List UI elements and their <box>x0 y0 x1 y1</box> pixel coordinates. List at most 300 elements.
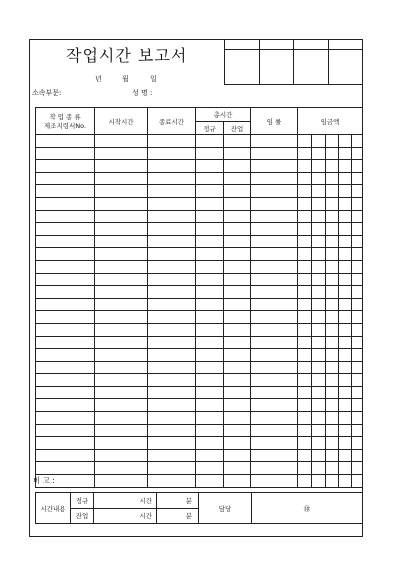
entry-cell[interactable] <box>251 210 298 223</box>
entry-cell[interactable] <box>326 172 339 185</box>
entry-cell[interactable] <box>224 210 251 223</box>
entry-cell[interactable] <box>352 349 363 362</box>
entry-cell[interactable] <box>36 349 95 362</box>
entry-cell[interactable] <box>312 437 326 450</box>
entry-cell[interactable] <box>251 336 298 349</box>
entry-cell[interactable] <box>352 147 363 160</box>
entry-cell[interactable] <box>148 298 196 311</box>
entry-cell[interactable] <box>312 172 326 185</box>
entry-cell[interactable] <box>95 475 148 488</box>
entry-cell[interactable] <box>148 185 196 198</box>
entry-cell[interactable] <box>95 286 148 299</box>
entry-cell[interactable] <box>352 462 363 475</box>
entry-cell[interactable] <box>95 386 148 399</box>
entry-cell[interactable] <box>224 311 251 324</box>
entry-cell[interactable] <box>224 248 251 261</box>
entry-cell[interactable] <box>224 361 251 374</box>
entry-cell[interactable] <box>224 462 251 475</box>
entry-cell[interactable] <box>148 412 196 425</box>
entry-cell[interactable] <box>352 449 363 462</box>
entry-cell[interactable] <box>95 298 148 311</box>
entry-cell[interactable] <box>196 172 224 185</box>
entry-cell[interactable] <box>196 160 224 173</box>
entry-cell[interactable] <box>326 135 339 148</box>
entry-cell[interactable] <box>251 185 298 198</box>
entry-cell[interactable] <box>36 323 95 336</box>
entry-cell[interactable] <box>298 260 312 273</box>
entry-cell[interactable] <box>339 197 352 210</box>
entry-cell[interactable] <box>36 374 95 387</box>
entry-cell[interactable] <box>36 412 95 425</box>
entry-cell[interactable] <box>148 172 196 185</box>
entry-cell[interactable] <box>148 248 196 261</box>
entry-cell[interactable] <box>224 147 251 160</box>
entry-cell[interactable] <box>36 311 95 324</box>
entry-cell[interactable] <box>339 336 352 349</box>
entry-cell[interactable] <box>339 311 352 324</box>
entry-cell[interactable] <box>326 424 339 437</box>
entry-cell[interactable] <box>36 160 95 173</box>
entry-cell[interactable] <box>224 449 251 462</box>
entry-cell[interactable] <box>298 462 312 475</box>
entry-cell[interactable] <box>339 210 352 223</box>
entry-cell[interactable] <box>326 260 339 273</box>
entry-cell[interactable] <box>148 147 196 160</box>
entry-cell[interactable] <box>326 210 339 223</box>
entry-cell[interactable] <box>298 248 312 261</box>
entry-cell[interactable] <box>196 336 224 349</box>
entry-cell[interactable] <box>339 298 352 311</box>
entry-cell[interactable] <box>339 260 352 273</box>
entry-cell[interactable] <box>95 147 148 160</box>
entry-cell[interactable] <box>148 197 196 210</box>
entry-cell[interactable] <box>148 135 196 148</box>
entry-cell[interactable] <box>224 273 251 286</box>
entry-cell[interactable] <box>312 399 326 412</box>
entry-cell[interactable] <box>298 235 312 248</box>
entry-cell[interactable] <box>95 223 148 236</box>
entry-cell[interactable] <box>312 311 326 324</box>
entry-cell[interactable] <box>148 349 196 362</box>
entry-cell[interactable] <box>36 197 95 210</box>
entry-cell[interactable] <box>148 260 196 273</box>
entry-cell[interactable] <box>95 437 148 450</box>
entry-cell[interactable] <box>312 323 326 336</box>
entry-cell[interactable] <box>196 361 224 374</box>
entry-cell[interactable] <box>196 399 224 412</box>
entry-cell[interactable] <box>148 160 196 173</box>
entry-cell[interactable] <box>312 135 326 148</box>
entry-cell[interactable] <box>352 361 363 374</box>
entry-cell[interactable] <box>251 462 298 475</box>
entry-cell[interactable] <box>326 475 339 488</box>
entry-cell[interactable] <box>196 260 224 273</box>
entry-cell[interactable] <box>326 197 339 210</box>
entry-cell[interactable] <box>326 462 339 475</box>
entry-cell[interactable] <box>251 273 298 286</box>
entry-cell[interactable] <box>36 437 95 450</box>
entry-cell[interactable] <box>326 235 339 248</box>
entry-cell[interactable] <box>326 374 339 387</box>
entry-cell[interactable] <box>224 475 251 488</box>
entry-cell[interactable] <box>312 412 326 425</box>
entry-cell[interactable] <box>95 197 148 210</box>
entry-cell[interactable] <box>36 286 95 299</box>
entry-cell[interactable] <box>312 449 326 462</box>
entry-cell[interactable] <box>352 248 363 261</box>
entry-cell[interactable] <box>352 135 363 148</box>
entry-cell[interactable] <box>298 399 312 412</box>
entry-cell[interactable] <box>312 336 326 349</box>
entry-cell[interactable] <box>36 298 95 311</box>
entry-cell[interactable] <box>298 412 312 425</box>
entry-cell[interactable] <box>352 386 363 399</box>
entry-cell[interactable] <box>312 475 326 488</box>
entry-cell[interactable] <box>352 185 363 198</box>
entry-cell[interactable] <box>36 273 95 286</box>
entry-cell[interactable] <box>352 311 363 324</box>
entry-cell[interactable] <box>352 172 363 185</box>
entry-cell[interactable] <box>196 197 224 210</box>
entry-cell[interactable] <box>251 424 298 437</box>
entry-cell[interactable] <box>95 311 148 324</box>
entry-cell[interactable] <box>148 399 196 412</box>
entry-cell[interactable] <box>326 386 339 399</box>
entry-cell[interactable] <box>352 399 363 412</box>
entry-cell[interactable] <box>224 260 251 273</box>
entry-cell[interactable] <box>352 336 363 349</box>
entry-cell[interactable] <box>251 311 298 324</box>
entry-cell[interactable] <box>339 399 352 412</box>
entry-cell[interactable] <box>339 160 352 173</box>
entry-cell[interactable] <box>352 412 363 425</box>
entry-cell[interactable] <box>224 298 251 311</box>
entry-cell[interactable] <box>224 424 251 437</box>
entry-cell[interactable] <box>352 197 363 210</box>
entry-cell[interactable] <box>224 349 251 362</box>
entry-cell[interactable] <box>224 223 251 236</box>
entry-cell[interactable] <box>196 349 224 362</box>
entry-cell[interactable] <box>196 185 224 198</box>
entry-cell[interactable] <box>251 412 298 425</box>
entry-cell[interactable] <box>224 235 251 248</box>
entry-cell[interactable] <box>95 135 148 148</box>
entry-cell[interactable] <box>339 386 352 399</box>
entry-cell[interactable] <box>36 361 95 374</box>
entry-cell[interactable] <box>312 462 326 475</box>
entry-cell[interactable] <box>36 336 95 349</box>
entry-cell[interactable] <box>251 475 298 488</box>
entry-cell[interactable] <box>339 147 352 160</box>
entry-cell[interactable] <box>95 424 148 437</box>
entry-cell[interactable] <box>148 449 196 462</box>
entry-cell[interactable] <box>298 185 312 198</box>
entry-cell[interactable] <box>251 449 298 462</box>
entry-cell[interactable] <box>95 449 148 462</box>
entry-cell[interactable] <box>326 147 339 160</box>
entry-cell[interactable] <box>148 374 196 387</box>
entry-cell[interactable] <box>352 210 363 223</box>
entry-cell[interactable] <box>352 160 363 173</box>
entry-cell[interactable] <box>251 386 298 399</box>
entry-cell[interactable] <box>224 185 251 198</box>
entry-cell[interactable] <box>36 248 95 261</box>
entry-cell[interactable] <box>224 160 251 173</box>
entry-cell[interactable] <box>95 260 148 273</box>
entry-cell[interactable] <box>298 361 312 374</box>
entry-cell[interactable] <box>196 386 224 399</box>
entry-cell[interactable] <box>326 286 339 299</box>
entry-cell[interactable] <box>339 437 352 450</box>
entry-cell[interactable] <box>148 323 196 336</box>
entry-cell[interactable] <box>326 336 339 349</box>
entry-cell[interactable] <box>298 349 312 362</box>
entry-cell[interactable] <box>196 147 224 160</box>
entry-cell[interactable] <box>352 273 363 286</box>
entry-cell[interactable] <box>148 311 196 324</box>
entry-cell[interactable] <box>298 386 312 399</box>
entry-cell[interactable] <box>312 424 326 437</box>
entry-cell[interactable] <box>312 286 326 299</box>
entry-cell[interactable] <box>339 172 352 185</box>
entry-cell[interactable] <box>339 223 352 236</box>
entry-cell[interactable] <box>95 235 148 248</box>
entry-cell[interactable] <box>312 185 326 198</box>
entry-cell[interactable] <box>224 437 251 450</box>
entry-cell[interactable] <box>148 462 196 475</box>
entry-cell[interactable] <box>312 248 326 261</box>
entry-cell[interactable] <box>196 248 224 261</box>
entry-cell[interactable] <box>312 361 326 374</box>
entry-cell[interactable] <box>95 323 148 336</box>
entry-cell[interactable] <box>251 374 298 387</box>
entry-cell[interactable] <box>95 185 148 198</box>
entry-cell[interactable] <box>196 235 224 248</box>
entry-cell[interactable] <box>148 286 196 299</box>
entry-cell[interactable] <box>326 349 339 362</box>
entry-cell[interactable] <box>352 260 363 273</box>
entry-cell[interactable] <box>196 273 224 286</box>
entry-cell[interactable] <box>224 197 251 210</box>
entry-cell[interactable] <box>224 135 251 148</box>
entry-cell[interactable] <box>312 235 326 248</box>
entry-cell[interactable] <box>95 399 148 412</box>
entry-cell[interactable] <box>352 424 363 437</box>
entry-cell[interactable] <box>298 323 312 336</box>
entry-cell[interactable] <box>95 361 148 374</box>
entry-cell[interactable] <box>148 437 196 450</box>
entry-cell[interactable] <box>36 185 95 198</box>
entry-cell[interactable] <box>339 475 352 488</box>
entry-cell[interactable] <box>251 298 298 311</box>
entry-cell[interactable] <box>352 437 363 450</box>
entry-cell[interactable] <box>298 160 312 173</box>
entry-cell[interactable] <box>339 273 352 286</box>
entry-cell[interactable] <box>352 323 363 336</box>
entry-cell[interactable] <box>298 273 312 286</box>
entry-cell[interactable] <box>326 437 339 450</box>
entry-cell[interactable] <box>339 374 352 387</box>
entry-cell[interactable] <box>196 462 224 475</box>
entry-cell[interactable] <box>148 424 196 437</box>
entry-cell[interactable] <box>312 197 326 210</box>
entry-cell[interactable] <box>36 147 95 160</box>
entry-cell[interactable] <box>251 323 298 336</box>
entry-cell[interactable] <box>251 248 298 261</box>
entry-cell[interactable] <box>312 147 326 160</box>
entry-cell[interactable] <box>339 323 352 336</box>
entry-cell[interactable] <box>298 298 312 311</box>
entry-cell[interactable] <box>326 399 339 412</box>
entry-cell[interactable] <box>339 185 352 198</box>
entry-cell[interactable] <box>224 412 251 425</box>
entry-cell[interactable] <box>326 361 339 374</box>
entry-cell[interactable] <box>298 197 312 210</box>
entry-cell[interactable] <box>251 223 298 236</box>
entry-cell[interactable] <box>196 424 224 437</box>
entry-cell[interactable] <box>196 286 224 299</box>
entry-cell[interactable] <box>224 386 251 399</box>
entry-cell[interactable] <box>326 223 339 236</box>
entry-cell[interactable] <box>148 475 196 488</box>
entry-cell[interactable] <box>352 374 363 387</box>
entry-cell[interactable] <box>95 462 148 475</box>
entry-cell[interactable] <box>298 223 312 236</box>
entry-cell[interactable] <box>312 374 326 387</box>
entry-cell[interactable] <box>196 223 224 236</box>
entry-cell[interactable] <box>224 399 251 412</box>
entry-cell[interactable] <box>298 475 312 488</box>
entry-cell[interactable] <box>36 260 95 273</box>
entry-cell[interactable] <box>339 349 352 362</box>
entry-cell[interactable] <box>224 374 251 387</box>
entry-cell[interactable] <box>251 399 298 412</box>
entry-cell[interactable] <box>196 298 224 311</box>
entry-cell[interactable] <box>196 210 224 223</box>
entry-cell[interactable] <box>95 160 148 173</box>
entry-cell[interactable] <box>352 298 363 311</box>
entry-cell[interactable] <box>326 185 339 198</box>
entry-cell[interactable] <box>196 374 224 387</box>
entry-cell[interactable] <box>298 424 312 437</box>
entry-cell[interactable] <box>326 311 339 324</box>
entry-cell[interactable] <box>36 449 95 462</box>
entry-cell[interactable] <box>312 349 326 362</box>
entry-cell[interactable] <box>148 336 196 349</box>
entry-cell[interactable] <box>36 235 95 248</box>
entry-cell[interactable] <box>36 135 95 148</box>
entry-cell[interactable] <box>352 235 363 248</box>
entry-cell[interactable] <box>95 374 148 387</box>
entry-cell[interactable] <box>251 437 298 450</box>
entry-cell[interactable] <box>352 223 363 236</box>
entry-cell[interactable] <box>251 147 298 160</box>
entry-cell[interactable] <box>196 323 224 336</box>
entry-cell[interactable] <box>312 298 326 311</box>
entry-cell[interactable] <box>298 172 312 185</box>
entry-cell[interactable] <box>298 210 312 223</box>
entry-cell[interactable] <box>326 298 339 311</box>
entry-cell[interactable] <box>298 336 312 349</box>
entry-cell[interactable] <box>339 424 352 437</box>
entry-cell[interactable] <box>298 437 312 450</box>
entry-cell[interactable] <box>312 160 326 173</box>
entry-cell[interactable] <box>148 210 196 223</box>
entry-cell[interactable] <box>95 336 148 349</box>
entry-cell[interactable] <box>36 462 95 475</box>
entry-cell[interactable] <box>95 172 148 185</box>
entry-cell[interactable] <box>251 361 298 374</box>
entry-cell[interactable] <box>312 260 326 273</box>
entry-cell[interactable] <box>36 399 95 412</box>
entry-cell[interactable] <box>326 412 339 425</box>
entry-cell[interactable] <box>339 412 352 425</box>
entry-cell[interactable] <box>251 235 298 248</box>
entry-cell[interactable] <box>148 273 196 286</box>
entry-cell[interactable] <box>196 311 224 324</box>
entry-cell[interactable] <box>298 286 312 299</box>
entry-cell[interactable] <box>148 235 196 248</box>
entry-cell[interactable] <box>251 172 298 185</box>
entry-cell[interactable] <box>36 424 95 437</box>
entry-cell[interactable] <box>339 361 352 374</box>
entry-cell[interactable] <box>251 197 298 210</box>
entry-cell[interactable] <box>196 412 224 425</box>
entry-cell[interactable] <box>251 349 298 362</box>
entry-cell[interactable] <box>95 210 148 223</box>
entry-cell[interactable] <box>339 235 352 248</box>
entry-cell[interactable] <box>298 147 312 160</box>
entry-cell[interactable] <box>352 475 363 488</box>
entry-cell[interactable] <box>326 273 339 286</box>
entry-cell[interactable] <box>326 160 339 173</box>
entry-cell[interactable] <box>326 323 339 336</box>
entry-cell[interactable] <box>339 248 352 261</box>
entry-cell[interactable] <box>312 223 326 236</box>
entry-cell[interactable] <box>148 223 196 236</box>
entry-cell[interactable] <box>339 462 352 475</box>
entry-cell[interactable] <box>148 361 196 374</box>
entry-cell[interactable] <box>251 135 298 148</box>
entry-cell[interactable] <box>298 311 312 324</box>
entry-cell[interactable] <box>312 273 326 286</box>
entry-cell[interactable] <box>196 475 224 488</box>
entry-cell[interactable] <box>224 286 251 299</box>
entry-cell[interactable] <box>339 286 352 299</box>
entry-cell[interactable] <box>95 248 148 261</box>
entry-cell[interactable] <box>298 135 312 148</box>
entry-cell[interactable] <box>339 135 352 148</box>
entry-cell[interactable] <box>196 135 224 148</box>
entry-cell[interactable] <box>339 449 352 462</box>
entry-cell[interactable] <box>36 172 95 185</box>
entry-cell[interactable] <box>36 210 95 223</box>
entry-cell[interactable] <box>326 248 339 261</box>
entry-cell[interactable] <box>352 286 363 299</box>
entry-cell[interactable] <box>196 437 224 450</box>
entry-cell[interactable] <box>196 449 224 462</box>
entry-cell[interactable] <box>224 323 251 336</box>
entry-cell[interactable] <box>95 273 148 286</box>
entry-cell[interactable] <box>224 336 251 349</box>
entry-cell[interactable] <box>95 349 148 362</box>
entry-cell[interactable] <box>312 210 326 223</box>
entry-cell[interactable] <box>251 260 298 273</box>
entry-cell[interactable] <box>36 223 95 236</box>
entry-cell[interactable] <box>36 386 95 399</box>
entry-cell[interactable] <box>148 386 196 399</box>
entry-cell[interactable] <box>251 160 298 173</box>
